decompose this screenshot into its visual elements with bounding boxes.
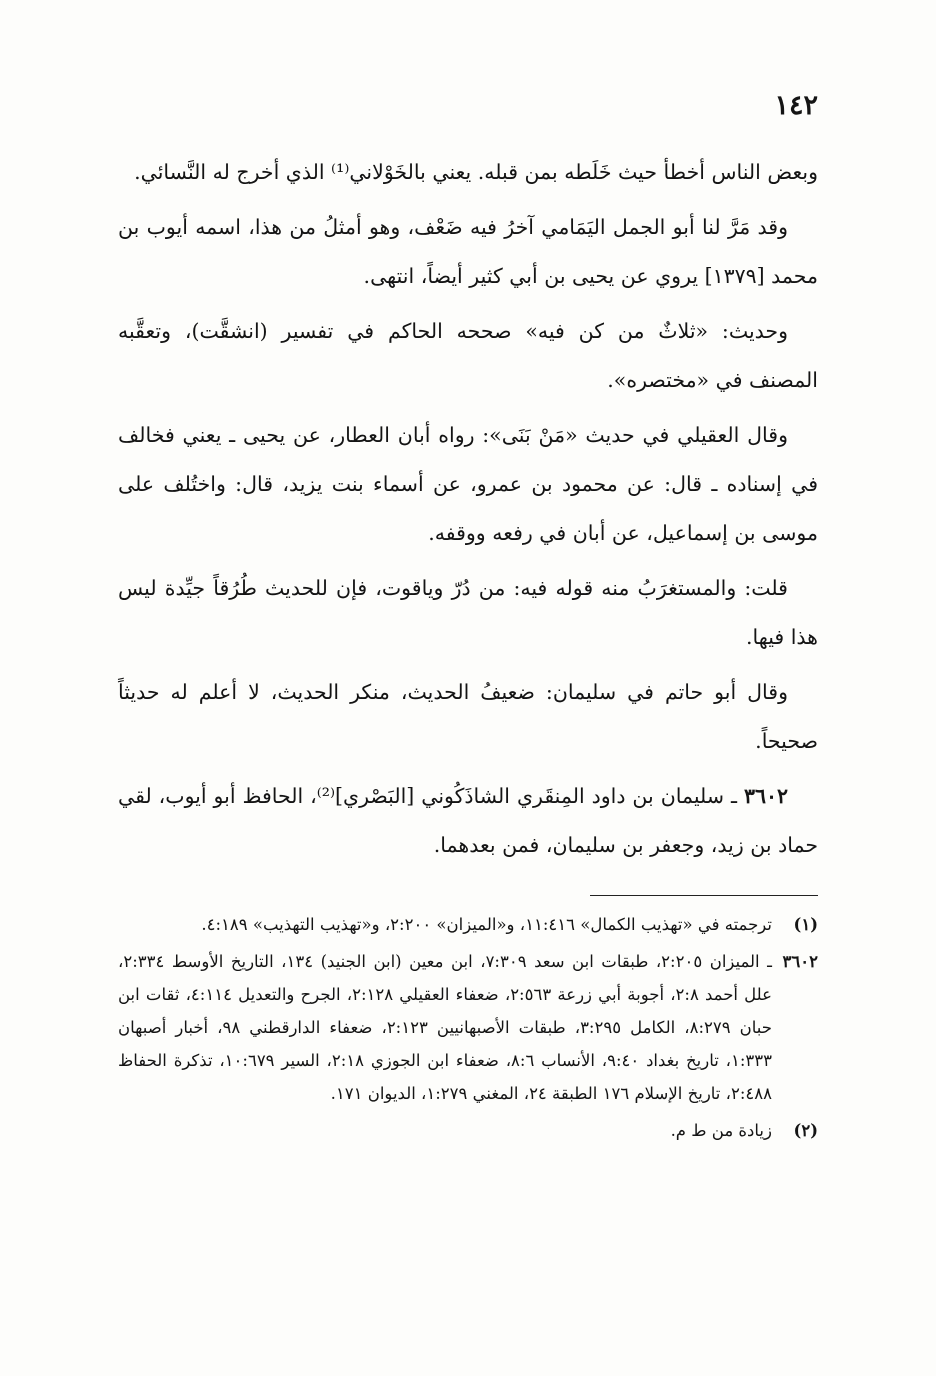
paragraph: وبعض الناس أخطأ حيث خَلَطه بمن قبله. يعني بالخَوْلاني⁽¹⁾ الذي أخرج له النَّسائي. [134, 160, 818, 184]
footnote-separator [590, 895, 818, 896]
paragraph: وقال أبو حاتم في سليمان: ضعيفُ الحديث، منكر الحديث، لا أعلم له حديثاً صحيحاً. [118, 680, 818, 753]
footnote [118, 908, 818, 941]
footnote-text: ترجمته في «تهذيب الكمال» ١١:٤١٦، و«الميزان» ٢:٢٠٠، و«تهذيب التهذيب» ٤:١٨٩. [201, 915, 772, 934]
entry-text: ـ سليمان بن داود المِنقَري الشاذَكُوني [البَصْري]⁽²⁾، الحافظ أبو أيوب، لقي حماد بن زيد، وجعفر بن سليمان، فمن بعدهما. [118, 784, 818, 857]
footnote [118, 1114, 818, 1147]
paragraph: وحديث: «ثلاثٌ من كن فيه» صححه الحاكم في تفسير (انشقَّت)، وتعقَّبه المصنف في «مختصره». [118, 319, 818, 392]
paragraph: قلت: والمستغرَبُ منه قوله فيه: من دُرّ وياقوت، فإن للحديث طُرُقاً جيِّدة ليس هذا فيها. [118, 576, 818, 649]
footnote [118, 945, 818, 1110]
biography-entry [118, 772, 818, 870]
footnote-marker: (٢) [793, 1121, 818, 1140]
paragraph: وقد مَرَّ لنا أبو الجمل اليَمَامي آخرُ فيه ضَعْف، وهو أمثلُ من هذا، اسمه أيوب بن محمد [١٣٧٩] يروي عن يحيى بن أبي كثير أيضاً، انتهى. [118, 215, 818, 288]
footnote-text: زيادة من ط م. [670, 1121, 772, 1140]
footnotes [118, 908, 818, 1151]
footnote-marker: (١) [793, 915, 818, 934]
page-number: ١٤٢ [774, 90, 818, 121]
footnote-marker: ٣٦٠٢ [782, 952, 818, 971]
paragraph: وقال العقيلي في حديث «مَنْ بَنَى»: رواه أبان العطار، عن يحيى ـ يعني فخالف في إسناده ـ قال: عن محمود بن عمرو، عن أسماء بنت يزيد، قال: واختُلف على موسى بن إسماعيل، عن أبان في رفعه ووقفه. [118, 423, 818, 545]
main-text [118, 148, 818, 876]
footnote-text: ـ الميزان ٢:٢٠٥، طبقات ابن سعد ٧:٣٠٩، ابن معين (ابن الجنيد) ١٣٤، التاريخ الأوسط ٢:٣٣٤، علل أحمد ٢:٨، أجوبة أبي زرعة ٢:٥٦٣، ضعفاء العقيلي ٢:١٢٨، الجرح والتعديل ٤:١١٤، ثقات ابن حبان ٨:٢٧٩، الكامل ٣:٢٩٥، طبقات الأصبهانيين ٢:١٢٣، ضعفاء الدارقطني ٩٨، أخبار أصبهان ١:٣٣٣، تاريخ بغداد ٩:٤٠، الأنساب ٨:٦، ضعفاء ابن الجوزي ٢:١٨، السير ١٠:٦٧٩، تذكرة الحفاظ ٢:٤٨٨، تاريخ الإسلام ١٧٦ الطبقة ٢٤، المغني ١:٢٧٩، الديوان ١٧١. [118, 952, 772, 1103]
entry-number: ٣٦٠٢ [743, 784, 788, 808]
